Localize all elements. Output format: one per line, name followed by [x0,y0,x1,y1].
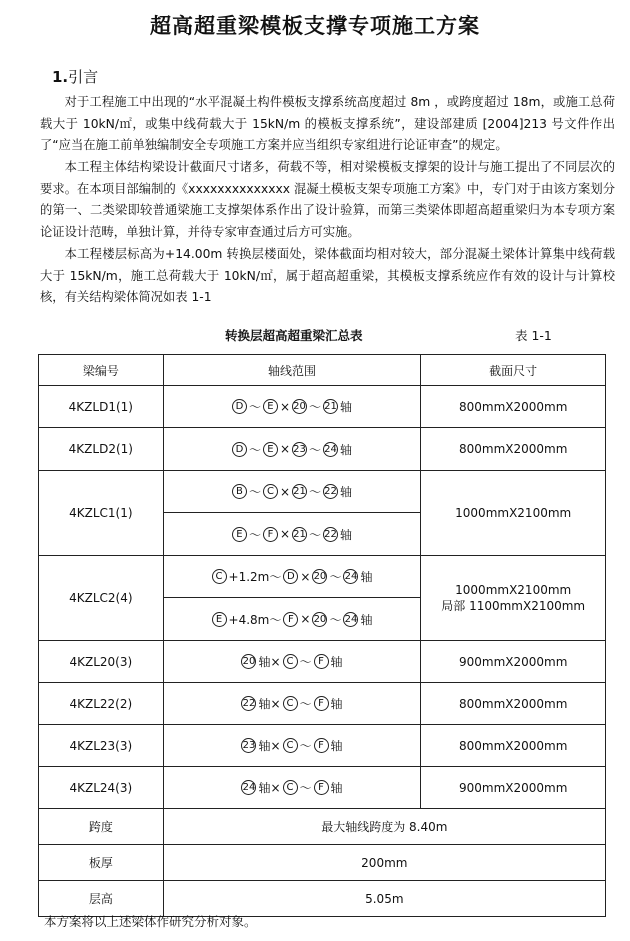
axis-circle: E [263,399,278,414]
beam-id: 4KZL24(3) [39,767,164,809]
axis-circle: 20 [293,401,306,412]
table-row [39,471,606,513]
section-size: 800mmX2000mm [421,428,606,471]
axis-circle: C [283,654,298,669]
axis-circle: 21 [293,486,306,497]
beam-id: 4KZLC1(1) [39,471,164,556]
axis-circle: F [314,654,329,669]
section-size: 900mmX2000mm [421,641,606,683]
axis-circle: C [263,484,278,499]
axis-circle: 22 [324,528,337,540]
axis-range: 22 轴× C ～ F 轴 [163,683,421,725]
section-size: 800mmX2000mm [421,683,606,725]
summary-value: 最大轴线跨度为 8.40m [163,809,605,845]
table-row [39,641,606,683]
axis-circle: D [232,442,247,457]
axis-range: 20 轴× C ～ F 轴 [163,641,421,683]
paragraph-1: 对于工程施工中出现的“水平混凝土构件模板支撑系统高度超过 8m ，或跨度超过 18m，或施工总荷载大于 10kN/㎡，或集中线荷载大于 15kN/m 的模板支撑系统”，建设部建质 [2004]213 号文件作出了“应当在施工前单独编制安全专项施工方案并应当组织专家组进行论证审查”的规定。 [40,95,615,152]
axis-circle: C [283,696,298,711]
axis-range: C +1.2m～ D × 20 ～ 24 轴 [163,556,421,598]
table-row [39,556,606,598]
section-size-note: 局部 1100mmX2100mm [441,598,586,613]
beam-id: 4KZLD1(1) [39,386,164,428]
header-beam-id: 梁编号 [39,355,164,386]
axis-range: D ～ E × 23 ～ 24 轴 [163,428,421,471]
beam-summary-table [38,354,606,917]
axis-circle: C [283,738,298,753]
axis-circle: E [263,442,278,457]
axis-circle: 22 [324,486,337,497]
summary-label: 层高 [39,881,164,917]
axis-circle: E [232,527,247,542]
axis-range: E +4.8m～ F × 20 ～ 24 轴 [163,598,421,641]
axis-circle: B [232,484,247,499]
section-title: 引言 [68,68,99,86]
axis-range: 23 轴× C ～ F 轴 [163,725,421,767]
axis-circle: C [212,569,227,584]
axis-circle: F [314,780,329,795]
beam-id: 4KZL20(3) [39,641,164,683]
table-row [39,767,606,809]
axis-circle: D [232,399,247,414]
table-summary-row [39,845,606,881]
axis-circle: F [314,738,329,753]
section-heading [52,66,98,87]
table-row [39,428,606,471]
beam-id: 4KZL22(2) [39,683,164,725]
axis-range: 24 轴× C ～ F 轴 [163,767,421,809]
section-size [421,556,606,641]
table-row [39,683,606,725]
table-row [39,725,606,767]
axis-circle: 20 [313,613,327,625]
table-summary-row [39,809,606,845]
section-size: 1000mmX2100mm [421,471,606,556]
axis-circle: 24 [344,613,358,625]
axis-range: D ～ E × 20 ～ 21 轴 [163,386,421,428]
axis-circle: 21 [324,401,337,412]
header-section-size: 截面尺寸 [421,355,606,386]
axis-circle: D [283,569,298,584]
table-header-row [39,355,606,386]
axis-circle: 21 [293,528,306,540]
section-number: 1. [52,68,69,86]
axis-circle: 24 [324,443,337,455]
paragraph-3: 本工程楼层标高为+14.00m 转换层楼面处，梁体截面均相对较大，部分混凝土梁体计算集中线荷载大于 15kN/m，施工总荷载大于 10kN/㎡，属于超高超重梁，其模板支撑系统应作有效的设计与计算校核，有关结构梁体简况如表 1-1 [40,247,615,304]
axis-circle: 23 [293,443,306,455]
table-row [39,386,606,428]
table-caption: 转换层超高超重梁汇总表 [225,328,363,343]
section-size: 900mmX2000mm [421,767,606,809]
axis-circle: C [283,780,298,795]
beam-id: 4KZL23(3) [39,725,164,767]
header-axis-range: 轴线范围 [163,355,421,386]
footer-note: 本方案将以上述梁体作研究分析对象。 [44,914,257,929]
section-size: 800mmX2000mm [421,725,606,767]
beam-id: 4KZLD2(1) [39,428,164,471]
axis-range: E ～ F × 21 ～ 22 轴 [163,513,421,556]
summary-value: 200mm [163,845,605,881]
summary-value: 5.05m [163,881,605,917]
axis-circle: 20 [242,656,256,667]
section-size-main: 1000mmX2100mm [455,582,572,597]
paragraph-2: 本工程主体结构梁设计截面尺寸诸多，荷载不等，相对梁模板支撑架的设计与施工提出了不同层次的要求。在本项目部编制的《xxxxxxxxxxxxxx 混凝土模板支架专项施工方案》中，专门对于由该方案划分的第一、二类梁即较普通梁施工支撑架体系作出了设计验算，而第三类梁体即超高超重梁归为本专项方案论证设计范畴，单独计算，并待专家审查通过后方可实施。 [40,160,615,239]
section-size: 800mmX2000mm [421,386,606,428]
summary-label: 板厚 [39,845,164,881]
axis-circle: F [283,612,298,627]
table-number: 表 1-1 [515,328,552,343]
axis-circle: E [212,612,227,627]
document-title: 超高超重梁模板支撑专项施工方案 [150,13,480,38]
summary-label: 跨度 [39,809,164,845]
axis-circle: 22 [242,698,256,709]
axis-circle: 24 [344,571,358,582]
beam-id: 4KZLC2(4) [39,556,164,641]
axis-circle: F [263,527,278,542]
axis-circle: 23 [242,740,256,751]
axis-circle: F [314,696,329,711]
axis-circle: 24 [242,782,256,793]
axis-circle: 20 [313,571,327,582]
axis-range: B ～ C × 21 ～ 22 轴 [163,471,421,513]
